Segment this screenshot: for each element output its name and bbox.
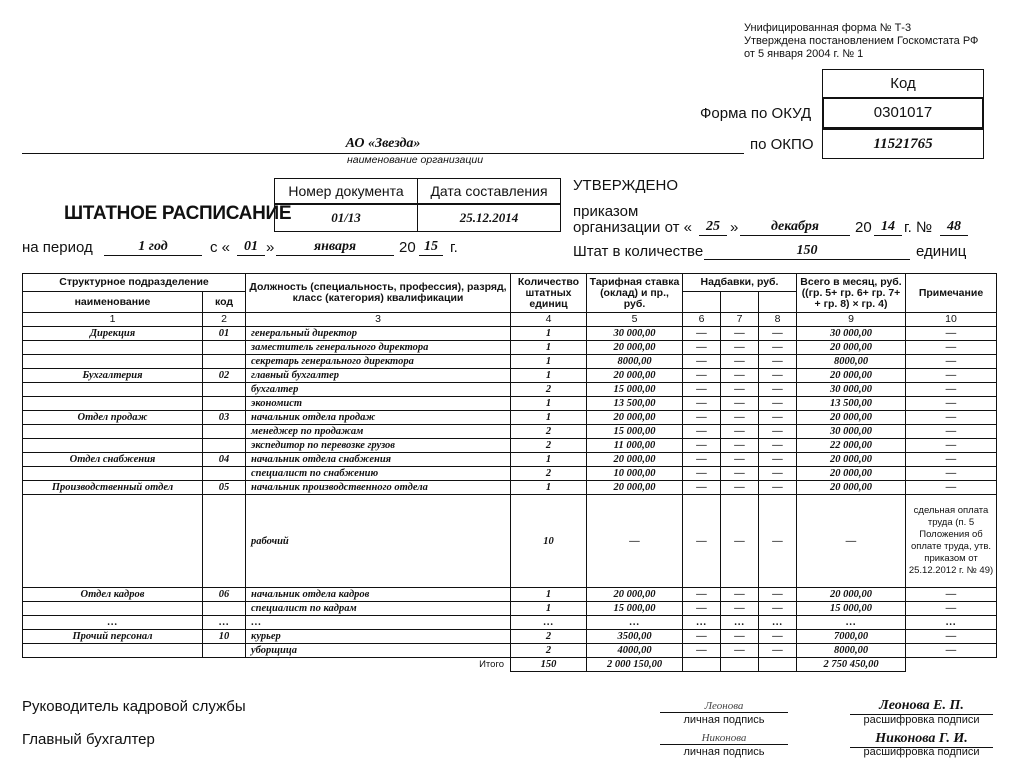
rate-cell: 15 000,00 <box>587 383 683 397</box>
total-row <box>23 658 997 672</box>
bonus-6-cell: — <box>683 425 721 439</box>
hr-signature: Леонова <box>660 700 788 713</box>
staff-count-cell: 1 <box>511 355 587 369</box>
approved-org-from: организации от « <box>573 219 692 236</box>
okpo-label: по ОКПО <box>750 136 814 153</box>
table-row <box>23 616 997 630</box>
table-row <box>23 588 997 602</box>
table-row <box>23 397 997 411</box>
column-numbers-row <box>23 313 997 327</box>
monthly-total-cell: 20 000,00 <box>797 411 906 425</box>
bonus-8-cell: — <box>759 383 797 397</box>
approved-day: 25 <box>699 219 727 236</box>
staff-count-cell: 1 <box>511 341 587 355</box>
dept-name-cell <box>23 602 203 616</box>
table-row <box>23 383 997 397</box>
bonus-6-cell: — <box>683 411 721 425</box>
staff-count-cell: 2 <box>511 630 587 644</box>
note-cell: — <box>906 327 997 341</box>
dept-code-cell <box>203 439 246 453</box>
bonus-8-cell: — <box>759 327 797 341</box>
bonus-7-cell: — <box>721 602 759 616</box>
org-name: АО «Звезда» <box>22 136 744 154</box>
rate-cell: 15 000,00 <box>587 425 683 439</box>
bonus-6-cell: — <box>683 453 721 467</box>
position-cell: начальник отдела снабжения <box>246 453 511 467</box>
dept-name-cell <box>23 495 203 588</box>
bonus-8-cell: — <box>759 453 797 467</box>
header-note: Примечание <box>906 274 997 313</box>
approved-year-prefix: 20 <box>855 219 872 236</box>
bonus-6-cell: — <box>683 467 721 481</box>
monthly-total-cell: 15 000,00 <box>797 602 906 616</box>
monthly-total-cell: 20 000,00 <box>797 341 906 355</box>
period-quote: » <box>266 239 275 256</box>
staff-count-cell: 2 <box>511 425 587 439</box>
position-cell: экспедитор по перевозке грузов <box>246 439 511 453</box>
dept-code-cell <box>203 425 246 439</box>
bonus-6-cell: — <box>683 397 721 411</box>
table-row <box>23 630 997 644</box>
header-bonus-7 <box>721 292 759 313</box>
dept-name-cell: Отдел продаж <box>23 411 203 425</box>
dept-code-cell: … <box>203 616 246 630</box>
dept-name-cell: Прочий персонал <box>23 630 203 644</box>
approved-g-no: г. № <box>904 219 933 236</box>
approved-number: 48 <box>940 219 968 236</box>
bonus-8-cell: — <box>759 397 797 411</box>
position-cell: начальник производственного отдела <box>246 481 511 495</box>
bonus-6-cell: — <box>683 341 721 355</box>
dept-name-cell: Бухгалтерия <box>23 369 203 383</box>
bonus-8-cell: — <box>759 425 797 439</box>
dept-code-cell: 01 <box>203 327 246 341</box>
staff-count-cell: 1 <box>511 453 587 467</box>
header-rate: Тарифная ставка (оклад) и пр., руб. <box>587 274 683 313</box>
dept-code-cell <box>203 355 246 369</box>
rate-cell: 20 000,00 <box>587 411 683 425</box>
approved-quote: » <box>730 219 739 236</box>
rate-cell: 30 000,00 <box>587 327 683 341</box>
dept-code-cell <box>203 383 246 397</box>
staff-count-cell: … <box>511 616 587 630</box>
staff-count-cell: 2 <box>511 383 587 397</box>
note-cell: … <box>906 616 997 630</box>
staff-count-cell: 2 <box>511 467 587 481</box>
position-cell: специалист по кадрам <box>246 602 511 616</box>
page-title: ШТАТНОЕ РАСПИСАНИЕ <box>64 203 292 224</box>
bonus-6-cell: — <box>683 602 721 616</box>
header-count: Количество штатных единиц <box>511 274 587 313</box>
bonus-7-cell: — <box>721 355 759 369</box>
unified-line-3: от 5 января 2004 г. № 1 <box>744 48 864 60</box>
bonus-6-cell: … <box>683 616 721 630</box>
unified-form-caption <box>744 22 978 61</box>
acc-label: Главный бухгалтер <box>22 731 155 748</box>
dept-name-cell <box>23 341 203 355</box>
position-cell: уборщица <box>246 644 511 658</box>
total-bonus-8 <box>759 658 797 672</box>
bonus-7-cell: — <box>721 644 759 658</box>
rate-cell: 20 000,00 <box>587 588 683 602</box>
staff-count-cell: 2 <box>511 439 587 453</box>
note-cell: — <box>906 467 997 481</box>
total-count: 150 <box>511 658 587 672</box>
position-cell: курьер <box>246 630 511 644</box>
header-position: Должность (специальность, профессия), разряд, класс (категория) квалификации <box>246 274 511 313</box>
staff-count-cell: 2 <box>511 644 587 658</box>
dept-name-cell: Отдел снабжения <box>23 453 203 467</box>
total-bonus-6 <box>683 658 721 672</box>
period-value: 1 год <box>104 239 202 256</box>
bonus-8-cell: — <box>759 495 797 588</box>
rate-cell: 3500,00 <box>587 630 683 644</box>
bonus-7-cell: — <box>721 495 759 588</box>
rate-cell: 8000,00 <box>587 355 683 369</box>
position-cell: генеральный директор <box>246 327 511 341</box>
bonus-7-cell: — <box>721 411 759 425</box>
colnum: 7 <box>721 313 759 327</box>
table-row <box>23 495 997 588</box>
bonus-8-cell: — <box>759 602 797 616</box>
bonus-6-cell: — <box>683 439 721 453</box>
table-body <box>23 327 997 658</box>
hr-label: Руководитель кадровой службы <box>22 698 246 715</box>
note-cell: — <box>906 588 997 602</box>
table-row <box>23 425 997 439</box>
bonus-7-cell: — <box>721 397 759 411</box>
monthly-total-cell: 30 000,00 <box>797 327 906 341</box>
table-row <box>23 341 997 355</box>
header-bonus-8 <box>759 292 797 313</box>
table-row <box>23 453 997 467</box>
header-struct: Структурное подразделение <box>23 274 246 292</box>
position-cell: секретарь генерального директора <box>246 355 511 369</box>
bonus-7-cell: — <box>721 467 759 481</box>
monthly-total-cell: 20 000,00 <box>797 369 906 383</box>
note-cell: — <box>906 383 997 397</box>
okpo-value: 11521765 <box>823 129 983 158</box>
table-row <box>23 481 997 495</box>
staff-count-cell: 1 <box>511 411 587 425</box>
rate-cell: … <box>587 616 683 630</box>
doc-number-label: Номер документа <box>288 183 404 199</box>
note-cell: — <box>906 425 997 439</box>
rate-cell: 11 000,00 <box>587 439 683 453</box>
dept-name-cell <box>23 397 203 411</box>
monthly-total-cell: 20 000,00 <box>797 588 906 602</box>
staff-label: Штат в количестве <box>573 243 704 260</box>
rate-cell: 10 000,00 <box>587 467 683 481</box>
bonus-6-cell: — <box>683 481 721 495</box>
staff-count-cell: 1 <box>511 369 587 383</box>
period-day: 01 <box>237 239 265 256</box>
rate-cell: 20 000,00 <box>587 341 683 355</box>
position-cell: менеджер по продажам <box>246 425 511 439</box>
colnum: 6 <box>683 313 721 327</box>
bonus-8-cell: — <box>759 630 797 644</box>
acc-name-caption: расшифровка подписи <box>863 746 980 758</box>
approved-order-label: приказом <box>573 203 639 220</box>
staff-count-cell: 1 <box>511 481 587 495</box>
bonus-7-cell: … <box>721 616 759 630</box>
total-sum: 2 750 450,00 <box>797 658 906 672</box>
period-month: января <box>276 239 394 256</box>
bonus-6-cell: — <box>683 327 721 341</box>
dept-name-cell <box>23 439 203 453</box>
note-cell: — <box>906 439 997 453</box>
unified-line-2: Утверждена постановлением Госкомстата РФ <box>744 35 979 47</box>
colnum: 9 <box>797 313 906 327</box>
staff-count-cell: 10 <box>511 495 587 588</box>
note-cell: — <box>906 397 997 411</box>
bonus-7-cell: — <box>721 383 759 397</box>
bonus-6-cell: — <box>683 355 721 369</box>
approved-month: декабря <box>740 219 850 236</box>
position-cell: экономист <box>246 397 511 411</box>
doc-number-value: 01/13 <box>275 203 417 231</box>
doc-number-date-box <box>274 178 561 232</box>
monthly-total-cell: — <box>797 495 906 588</box>
acc-sign-caption: личная подпись <box>683 746 765 758</box>
dept-code-cell: 02 <box>203 369 246 383</box>
dept-code-cell: 06 <box>203 588 246 602</box>
bonus-7-cell: — <box>721 481 759 495</box>
monthly-total-cell: 20 000,00 <box>797 453 906 467</box>
bonus-7-cell: — <box>721 327 759 341</box>
note-cell: — <box>906 411 997 425</box>
bonus-8-cell: — <box>759 481 797 495</box>
bonus-8-cell: — <box>759 588 797 602</box>
dept-code-cell <box>203 341 246 355</box>
hr-name-caption: расшифровка подписи <box>863 714 980 726</box>
bonus-6-cell: — <box>683 369 721 383</box>
table-row <box>23 327 997 341</box>
bonus-7-cell: — <box>721 588 759 602</box>
dept-name-cell: Отдел кадров <box>23 588 203 602</box>
position-cell: начальник отдела продаж <box>246 411 511 425</box>
dept-code-cell <box>203 602 246 616</box>
table-row <box>23 369 997 383</box>
bonus-8-cell: — <box>759 369 797 383</box>
bonus-6-cell: — <box>683 630 721 644</box>
dept-name-cell <box>23 355 203 369</box>
table-row <box>23 411 997 425</box>
rate-cell: 20 000,00 <box>587 453 683 467</box>
position-cell: … <box>246 616 511 630</box>
rate-cell: — <box>587 495 683 588</box>
bonus-7-cell: — <box>721 425 759 439</box>
dept-name-cell <box>23 467 203 481</box>
code-label: Код <box>890 75 916 92</box>
bonus-8-cell: — <box>759 439 797 453</box>
bonus-7-cell: — <box>721 439 759 453</box>
rate-cell: 4000,00 <box>587 644 683 658</box>
colnum: 3 <box>246 313 511 327</box>
note-cell: — <box>906 355 997 369</box>
approved-year: 14 <box>874 219 902 236</box>
bonus-6-cell: — <box>683 644 721 658</box>
note-cell: — <box>906 644 997 658</box>
dept-code-cell <box>203 467 246 481</box>
monthly-total-cell: 20 000,00 <box>797 467 906 481</box>
period-year-prefix: 20 <box>399 239 416 256</box>
dept-code-cell: 04 <box>203 453 246 467</box>
acc-name: Никонова Г. И. <box>850 731 993 748</box>
bonus-8-cell: — <box>759 467 797 481</box>
dept-name-cell: Дирекция <box>23 327 203 341</box>
monthly-total-cell: 7000,00 <box>797 630 906 644</box>
dept-name-cell <box>23 383 203 397</box>
table-row <box>23 467 997 481</box>
bonus-8-cell: — <box>759 355 797 369</box>
period-g: г. <box>450 239 458 256</box>
header-name: наименование <box>23 292 203 313</box>
monthly-total-cell: 20 000,00 <box>797 481 906 495</box>
monthly-total-cell: 30 000,00 <box>797 383 906 397</box>
dept-code-cell: 05 <box>203 481 246 495</box>
approved-label: УТВЕРЖДЕНО <box>573 177 679 194</box>
note-cell: — <box>906 602 997 616</box>
monthly-total-cell: 8000,00 <box>797 644 906 658</box>
period-label: на период <box>22 239 93 256</box>
bonus-6-cell: — <box>683 383 721 397</box>
doc-number-col <box>275 179 417 231</box>
staff-value: 150 <box>704 243 910 260</box>
staff-count-cell: 1 <box>511 588 587 602</box>
dept-code-cell <box>203 644 246 658</box>
total-bonus-7 <box>721 658 759 672</box>
staff-count-cell: 1 <box>511 397 587 411</box>
staff-table <box>22 273 997 672</box>
colnum: 5 <box>587 313 683 327</box>
header-total: Всего в месяц, руб. ((гр. 5+ гр. 6+ гр. 7+ + гр. 8) × гр. 4) <box>797 274 906 313</box>
colnum: 2 <box>203 313 246 327</box>
note-cell: — <box>906 481 997 495</box>
dept-name-cell: Производственный отдел <box>23 481 203 495</box>
monthly-total-cell: 22 000,00 <box>797 439 906 453</box>
total-label: Итого <box>23 658 511 672</box>
period-from: с « <box>210 239 231 256</box>
colnum: 4 <box>511 313 587 327</box>
total-rate: 2 000 150,00 <box>587 658 683 672</box>
colnum: 1 <box>23 313 203 327</box>
staff-count-cell: 1 <box>511 327 587 341</box>
bonus-8-cell: — <box>759 644 797 658</box>
dept-code-cell <box>203 495 246 588</box>
table-row <box>23 602 997 616</box>
bonus-8-cell: — <box>759 411 797 425</box>
okud-label: Форма по ОКУД <box>700 105 812 122</box>
header-code: код <box>203 292 246 313</box>
position-cell: бухгалтер <box>246 383 511 397</box>
okud-value: 0301017 <box>822 97 984 129</box>
doc-date-col <box>417 179 560 231</box>
position-cell: рабочий <box>246 495 511 588</box>
monthly-total-cell: 8000,00 <box>797 355 906 369</box>
total-note-empty <box>906 658 997 672</box>
rate-cell: 20 000,00 <box>587 369 683 383</box>
note-cell: — <box>906 369 997 383</box>
bonus-6-cell: — <box>683 588 721 602</box>
dept-code-cell <box>203 397 246 411</box>
bonus-8-cell: … <box>759 616 797 630</box>
dept-name-cell: … <box>23 616 203 630</box>
bonus-7-cell: — <box>721 341 759 355</box>
dept-name-cell <box>23 425 203 439</box>
table-row <box>23 439 997 453</box>
doc-date-label: Дата составления <box>430 183 548 199</box>
colnum: 10 <box>906 313 997 327</box>
monthly-total-cell: 30 000,00 <box>797 425 906 439</box>
rate-cell: 13 500,00 <box>587 397 683 411</box>
rate-cell: 20 000,00 <box>587 481 683 495</box>
header-bonus-6 <box>683 292 721 313</box>
colnum: 8 <box>759 313 797 327</box>
bonus-7-cell: — <box>721 369 759 383</box>
doc-date-value: 25.12.2014 <box>418 203 560 231</box>
hr-sign-caption: личная подпись <box>683 714 765 726</box>
dept-code-cell: 10 <box>203 630 246 644</box>
period-year: 15 <box>419 239 443 256</box>
acc-signature: Никонова <box>660 732 788 745</box>
position-cell: начальник отдела кадров <box>246 588 511 602</box>
hr-name: Леонова Е. П. <box>850 698 993 715</box>
monthly-total-cell: 13 500,00 <box>797 397 906 411</box>
dept-name-cell <box>23 644 203 658</box>
code-box <box>822 69 984 159</box>
bonus-8-cell: — <box>759 341 797 355</box>
rate-cell: 15 000,00 <box>587 602 683 616</box>
note-cell: — <box>906 453 997 467</box>
table-row <box>23 355 997 369</box>
position-cell: заместитель генерального директора <box>246 341 511 355</box>
staff-count-cell: 1 <box>511 602 587 616</box>
position-cell: главный бухгалтер <box>246 369 511 383</box>
unified-line-1: Унифицированная форма № Т-3 <box>744 22 912 34</box>
position-cell: специалист по снабжению <box>246 467 511 481</box>
header-bonus: Надбавки, руб. <box>683 274 797 292</box>
table-row <box>23 644 997 658</box>
monthly-total-cell: … <box>797 616 906 630</box>
bonus-7-cell: — <box>721 630 759 644</box>
staff-unit: единиц <box>916 243 967 260</box>
note-cell: — <box>906 630 997 644</box>
bonus-6-cell: — <box>683 495 721 588</box>
org-caption: наименование организации <box>346 154 484 166</box>
note-cell: сдельная оплата труда (п. 5 Положения об оплате труда, утв. приказом от 25.12.2012 г. № 49) <box>906 495 997 588</box>
dept-code-cell: 03 <box>203 411 246 425</box>
bonus-7-cell: — <box>721 453 759 467</box>
note-cell: — <box>906 341 997 355</box>
